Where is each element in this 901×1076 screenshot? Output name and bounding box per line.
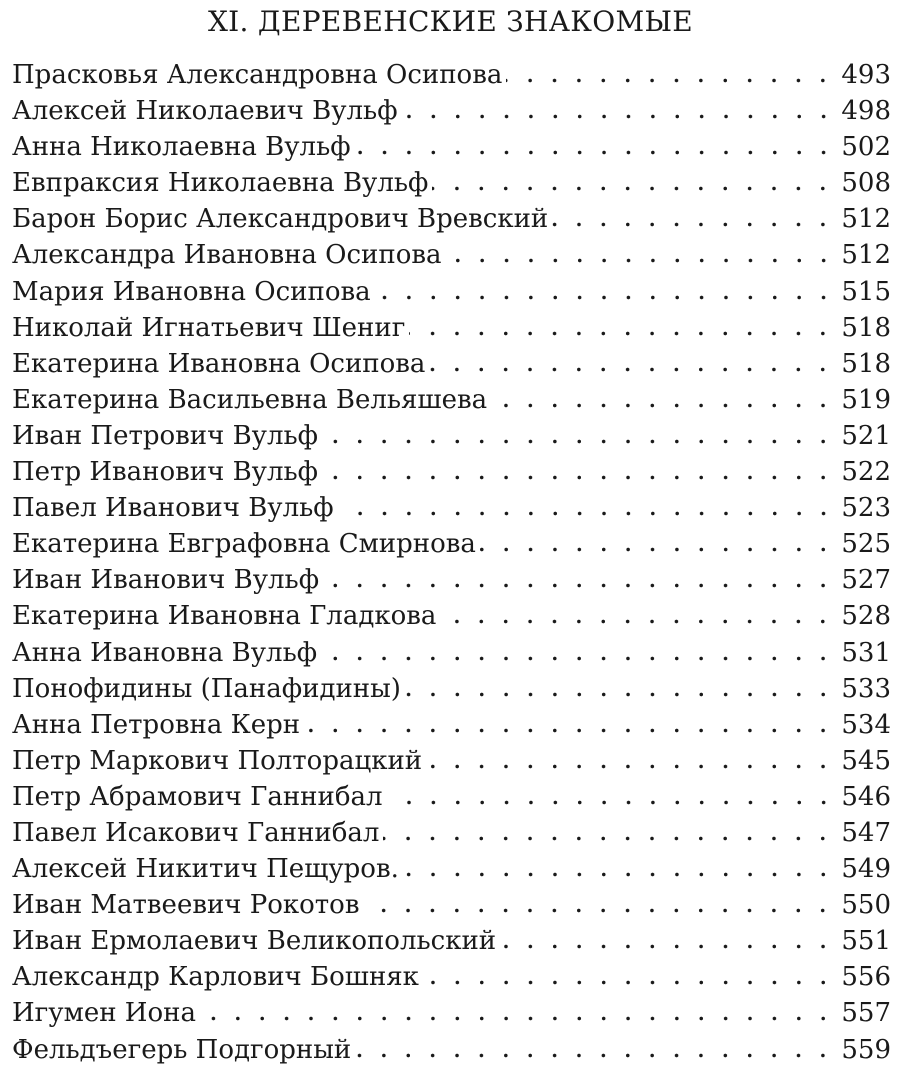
toc-entry-page-number: 522 [841,457,891,488]
toc-entry [12,490,891,526]
toc-entry-page-number: 512 [841,240,891,271]
dot-leader [446,258,836,263]
toc-entry-page-number: 546 [841,781,891,812]
toc-entry-title: Евпраксия Николаевна Вульф [12,168,429,199]
dot-leader [200,1016,835,1021]
toc-entry-title: Алексей Николаевич Вульф [12,96,398,127]
toc-entry-page-number: 545 [841,745,891,776]
toc-entry-page-number: 550 [841,890,891,921]
toc-entry [12,815,891,851]
toc-entry-page-number: 551 [841,926,891,957]
toc-entry [12,887,891,923]
toc-entry-page-number: 518 [841,312,891,343]
toc-entry-page-number: 534 [841,709,891,740]
toc-entry-page-number: 515 [841,276,891,307]
toc-entry [12,995,891,1031]
toc-entry-title: Павел Исакович Ганнибал [12,817,380,848]
toc-entry-title: Фельдъегерь Подгорный [12,1034,352,1065]
toc-entry-page-number: 523 [841,493,891,524]
toc-entry-title: Барон Борис Александрович Вревский [12,204,549,235]
toc-entry [12,959,891,995]
dot-leader [323,583,835,588]
toc-entry-title: Иван Ермолаевич Великопольский [12,926,497,957]
toc-entry-title: Иван Матвеевич Рокотов [12,890,360,921]
toc-entry [12,1032,891,1068]
toc-entry-title: Петр Иванович Вульф [12,457,318,488]
toc-entry-title: Петр Абрамович Ганнибал [12,781,383,812]
dot-leader [409,331,835,336]
dot-leader [402,114,836,119]
toc-entry-page-number: 527 [841,565,891,596]
toc-entry-title: Павел Иванович Вульф [12,493,334,524]
dot-leader [429,367,835,372]
toc-entry [12,418,891,454]
toc-entry-title: Анна Петровна Керн [12,709,301,740]
toc-entry-title: Екатерина Васильевна Вельяшева [12,384,488,415]
toc-entry-title: Екатерина Ивановна Осипова [12,348,426,379]
toc-entry [12,635,891,671]
dot-leader [480,547,835,552]
toc-entry-title: Екатерина Евграфовна Смирнова [12,529,476,560]
dot-leader [387,800,836,805]
toc-entry-page-number: 557 [841,998,891,1029]
toc-entry [12,274,891,310]
toc-entry [12,779,891,815]
dot-leader [355,150,836,155]
toc-entry-title: Игумен Иона [12,998,196,1029]
dot-leader [322,475,835,480]
toc-entry [12,129,891,165]
dot-leader [338,511,836,516]
dot-leader [321,656,835,661]
toc-entry [12,562,891,598]
toc-entry-page-number: 556 [841,962,891,993]
toc-entry-title: Александра Ивановна Осипова [12,240,442,271]
toc-entry-title: Прасковья Александровна Осипова [12,60,503,90]
toc-entry [12,57,891,93]
toc-entry [12,165,891,201]
toc-entry [12,346,891,382]
toc-entry-title: Екатерина Ивановна Гладкова [12,601,437,632]
dot-leader [500,944,835,949]
toc-entry [12,310,891,346]
toc-entry-title: Анна Ивановна Вульф [12,637,318,668]
toc-entry-title: Анна Николаевна Вульф [12,132,351,163]
toc-entry [12,743,891,779]
dot-leader [440,619,835,624]
toc-entry-title: Мария Ивановна Осипова [12,276,371,307]
toc-list [12,57,891,1068]
dot-leader [432,186,835,191]
dot-leader [304,728,835,733]
toc-entry-page-number: 528 [841,601,891,632]
toc-entry [12,93,891,129]
toc-entry-page-number: 512 [841,204,891,235]
toc-entry [12,851,891,887]
toc-entry [12,707,891,743]
toc-entry-page-number: 559 [841,1034,891,1065]
dot-leader [383,836,835,841]
toc-entry-page-number: 533 [841,673,891,704]
toc-entry [12,382,891,418]
toc-entry-page-number: 525 [841,529,891,560]
section-heading: XI. ДЕРЕВЕНСКИЕ ЗНАКОМЫЕ [207,5,694,38]
toc-entry-title: Иван Иванович Вульф [12,565,320,596]
toc-entry-title: Иван Петрович Вульф [12,420,318,451]
toc-entry-title: Алексей Никитич Пещуров. [12,854,399,885]
toc-entry-page-number: 549 [841,854,891,885]
toc-entry-title: Александр Карлович Бошняк [12,962,419,993]
dot-leader [405,692,835,697]
dot-leader [322,439,835,444]
dot-leader [355,1053,835,1058]
toc-entry-page-number: 508 [841,168,891,199]
dot-leader [375,295,836,300]
toc-entry-page-number: 518 [841,348,891,379]
toc-entry-title: Петр Маркович Полторацкий [12,745,423,776]
toc-entry [12,237,891,273]
dot-leader [423,980,835,985]
toc-entry-title: Николай Игнатьевич Шениг [12,312,406,343]
toc-entry-page-number: 547 [841,817,891,848]
toc-entry [12,923,891,959]
dot-leader [491,403,835,408]
toc-entry [12,598,891,634]
dot-leader [403,872,835,877]
toc-entry [12,671,891,707]
toc-entry-page-number: 519 [841,384,891,415]
toc-entry [12,454,891,490]
toc-entry-page-number: 502 [841,132,891,163]
toc-entry-page-number: 498 [841,96,891,127]
toc-entry [12,201,891,237]
toc-entry-page-number: 521 [841,420,891,451]
toc-entry [12,526,891,562]
dot-leader [552,222,835,227]
dot-leader [506,78,835,83]
dot-leader [426,764,835,769]
toc-entry-title: Понофидины (Панафидины) [12,673,401,704]
toc-entry-page-number: 493 [841,60,891,90]
toc-entry-page-number: 531 [841,637,891,668]
dot-leader [363,908,835,913]
